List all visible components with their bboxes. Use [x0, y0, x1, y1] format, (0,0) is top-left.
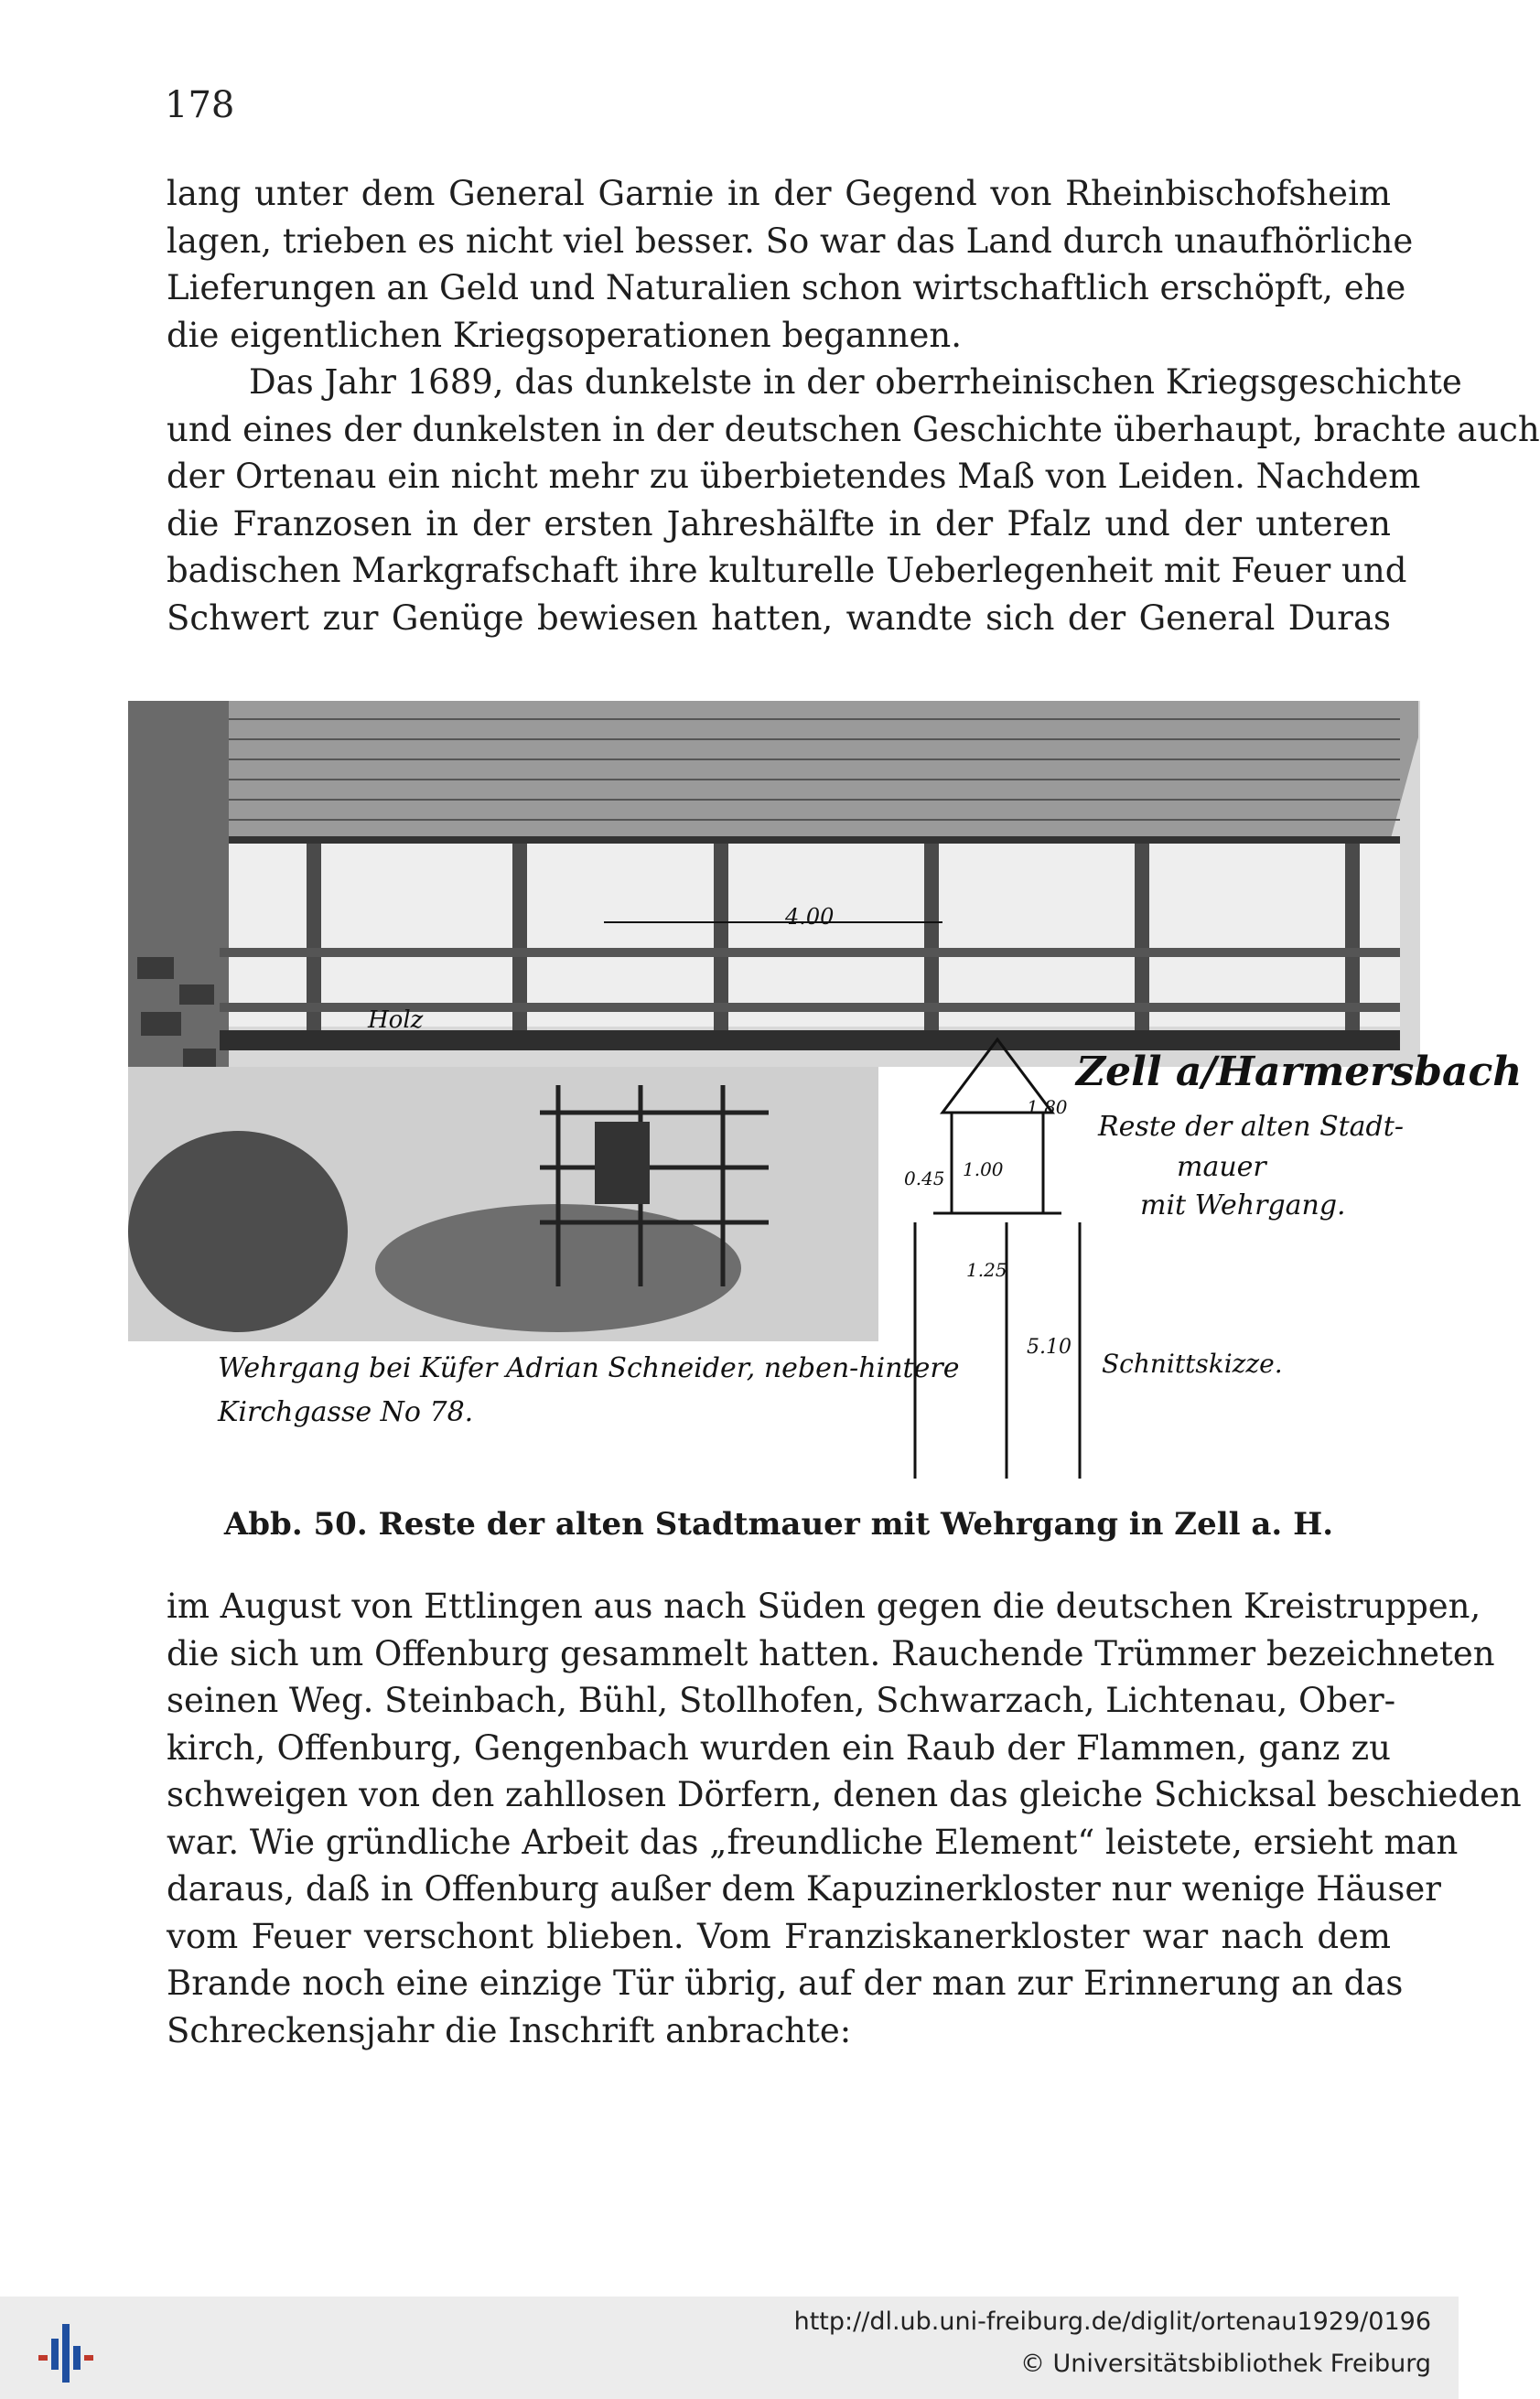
text-line: die Franzosen in der ersten Jahreshälfte in der Pfalz und der unteren: [167, 503, 1391, 543]
text-line: Brande noch eine einzige Tür übrig, auf der man zur Erinnerung an das: [167, 1963, 1404, 2003]
page-number: 178: [165, 84, 235, 126]
figure-subtitle-3: mit Wehrgang.: [1140, 1189, 1346, 1221]
library-logo-icon: [37, 2324, 95, 2383]
dimension-e: 5.10: [1027, 1336, 1072, 1359]
text-line: daraus, daß in Offenburg außer dem Kapuzinerkloster nur wenige Häuser: [167, 1869, 1441, 1909]
text-line: lagen, trieben es nicht viel besser. So war das Land durch unaufhörliche: [167, 221, 1414, 261]
text-line: war. Wie gründliche Arbeit das „freundliche Element“ leistete, ersieht man: [167, 1822, 1459, 1862]
dimension-d: 1.25: [966, 1259, 1007, 1281]
dimension-width: 4.00: [785, 904, 835, 930]
text-line: die sich um Offenburg gesammelt hatten. Rauchende Trümmer bezeichneten: [167, 1633, 1495, 1673]
dimension-b: 1.00: [963, 1158, 1004, 1180]
dimension-c: 0.45: [904, 1167, 945, 1189]
text-line: im August von Ettlingen aus nach Süden gegen die deutschen Kreistruppen,: [167, 1587, 1481, 1626]
roof: [137, 701, 1418, 838]
text-line: der Ortenau ein nicht mehr zu überbietendes Maß von Leiden. Nachdem: [167, 457, 1421, 496]
text-line: vom Feuer verschont blieben. Vom Franziskanerkloster war nach dem: [167, 1916, 1391, 1956]
figure-note-line2: Kirchgasse No 78.: [218, 1396, 474, 1428]
text-line: und eines der dunkelsten in der deutschen Geschichte überhaupt, brachte auch: [167, 409, 1540, 449]
section-label: Schnittskizze.: [1102, 1349, 1283, 1379]
paragraph-top: [167, 170, 1540, 641]
text-line: Das Jahr 1689, das dunkelste in der oberrheinischen Kriegsgeschichte: [249, 362, 1462, 402]
window-opening: [595, 1122, 650, 1204]
roof-beam: [165, 836, 1400, 844]
text-line: kirch, Offenburg, Gengenbach wurden ein Raub der Flammen, ganz zu: [167, 1727, 1391, 1768]
figure-note-line1: Wehrgang bei Küfer Adrian Schneider, neben-hintere: [218, 1352, 960, 1384]
text-line: badischen Markgrafschaft ihre kulturelle Ueberlegenheit mit Feuer und: [167, 551, 1407, 590]
copyright-notice: © Universitätsbibliothek Freiburg: [1019, 2350, 1431, 2378]
figure-subtitle-1: Reste der alten Stadt-: [1098, 1111, 1404, 1143]
gallery-opening: [220, 844, 1400, 1027]
text-line: Schwert zur Genüge bewiesen hatten, wandte sich der General Duras: [167, 597, 1391, 638]
text-line: lang unter dem General Garnie in der Gegend von Rheinbischofsheim: [167, 174, 1391, 213]
text-line: schweigen von den zahllosen Dörfern, denen das gleiche Schicksal beschieden: [167, 1775, 1522, 1814]
text-line: seinen Weg. Steinbach, Bühl, Stollhofen, Schwarzach, Lichtenau, Ober-: [167, 1681, 1396, 1720]
dimension-a: 1.80: [1027, 1096, 1068, 1118]
text-line: die eigentlichen Kriegsoperationen begannen.: [167, 315, 962, 355]
figure-title: Zell a/Harmersbach: [1076, 1049, 1523, 1095]
source-url-link[interactable]: http://dl.ub.uni-freiburg.de/diglit/ortenau1929/0196: [793, 2308, 1431, 2336]
shrub-left: [128, 1131, 348, 1332]
railing-upper: [220, 948, 1400, 957]
paragraph-bottom: [167, 1583, 1522, 2054]
text-line: Lieferungen an Geld und Naturalien schon wirtschaftlich erschöpft, ehe: [167, 268, 1406, 307]
figure-caption: Abb. 50. Reste der alten Stadtmauer mit Wehrgang in Zell a. H.: [223, 1506, 1334, 1543]
label-holz: Holz: [368, 1006, 424, 1034]
footer-bar: [0, 2297, 1459, 2399]
figure-subtitle-2: mauer: [1177, 1151, 1266, 1183]
text-line: Schreckensjahr die Inschrift anbrachte:: [167, 2010, 852, 2050]
